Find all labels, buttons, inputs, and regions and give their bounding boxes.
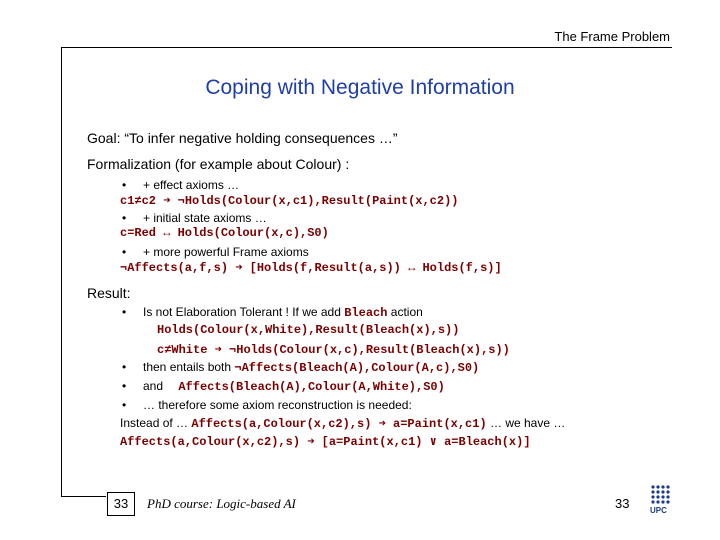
bullet: • bbox=[122, 211, 127, 225]
formalization-heading: Formalization (for example about Colour) : bbox=[87, 156, 350, 172]
upc-logo-icon bbox=[650, 484, 674, 514]
affects-white-code: Affects(Bleach(A),Colour(A,White),S0) bbox=[178, 380, 445, 394]
goal-text: Goal: “To infer negative holding consequences …” bbox=[87, 130, 398, 146]
bullet: • bbox=[122, 305, 127, 319]
bullet: • bbox=[122, 360, 127, 374]
result-text: Instead of … bbox=[120, 416, 192, 430]
top-border-line bbox=[61, 47, 672, 48]
bullet: • bbox=[122, 178, 127, 192]
bullet: • bbox=[122, 398, 127, 412]
initial-state-formula: c=Red ↔ Holds(Colour(x,c),S0) bbox=[120, 226, 329, 240]
left-border-line bbox=[61, 47, 62, 496]
result-line-4 bbox=[143, 360, 479, 375]
result-heading: Result: bbox=[87, 285, 131, 301]
logo-text: UPC bbox=[650, 506, 667, 514]
affects-negation-code: ¬Affects(Bleach(A),Colour(A,c),S0) bbox=[234, 361, 480, 375]
result-text: action bbox=[387, 305, 423, 319]
result-text: Is not Elaboration Tolerant ! If we add bbox=[143, 305, 345, 319]
frame-axioms-label: + more powerful Frame axioms bbox=[143, 245, 309, 259]
bleach-code: Bleach bbox=[344, 306, 388, 320]
instead-of-code: Affects(a,Colour(x,c2),s) ➜ a=Paint(x,c1) bbox=[191, 417, 487, 431]
result-text: … we have … bbox=[486, 416, 566, 430]
effect-axioms-label: + effect axioms … bbox=[143, 178, 240, 192]
bleach-holds-formula: Holds(Colour(x,White),Result(Bleach(x),s)) bbox=[157, 323, 460, 337]
bleach-negation-formula: c≠White ➜ ¬Holds(Colour(x,c),Result(Bleach(x),s)) bbox=[157, 343, 510, 357]
section-header: The Frame Problem bbox=[554, 29, 670, 44]
we-have-formula: Affects(a,Colour(x,c2),s) ➜ [a=Paint(x,c1) ∨ a=Bleach(x)] bbox=[120, 435, 531, 449]
result-line-1 bbox=[143, 305, 423, 320]
bottom-border-line bbox=[61, 496, 106, 497]
page-number: 33 bbox=[615, 496, 630, 511]
result-text: and bbox=[143, 379, 167, 393]
bullet: • bbox=[122, 379, 127, 393]
page-box: 33 bbox=[107, 492, 135, 516]
initial-state-label: + initial state axioms … bbox=[143, 211, 267, 225]
effect-axiom-formula: c1≠c2 ➜ ¬Holds(Colour(x,c1),Result(Paint(x,c2)) bbox=[120, 194, 459, 208]
bullet: • bbox=[122, 245, 127, 259]
frame-axiom-formula: ¬Affects(a,f,s) ➜ [Holds(f,Result(a,s)) ↔ Holds(f,s)] bbox=[120, 261, 502, 275]
result-line-6: … therefore some axiom reconstruction is needed: bbox=[143, 398, 412, 412]
result-text: then entails both bbox=[143, 360, 235, 374]
slide-title: Coping with Negative Information bbox=[205, 76, 515, 99]
result-line-7 bbox=[120, 416, 565, 431]
course-footer: PhD course: Logic-based AI bbox=[147, 496, 296, 511]
result-line-5 bbox=[143, 379, 445, 394]
